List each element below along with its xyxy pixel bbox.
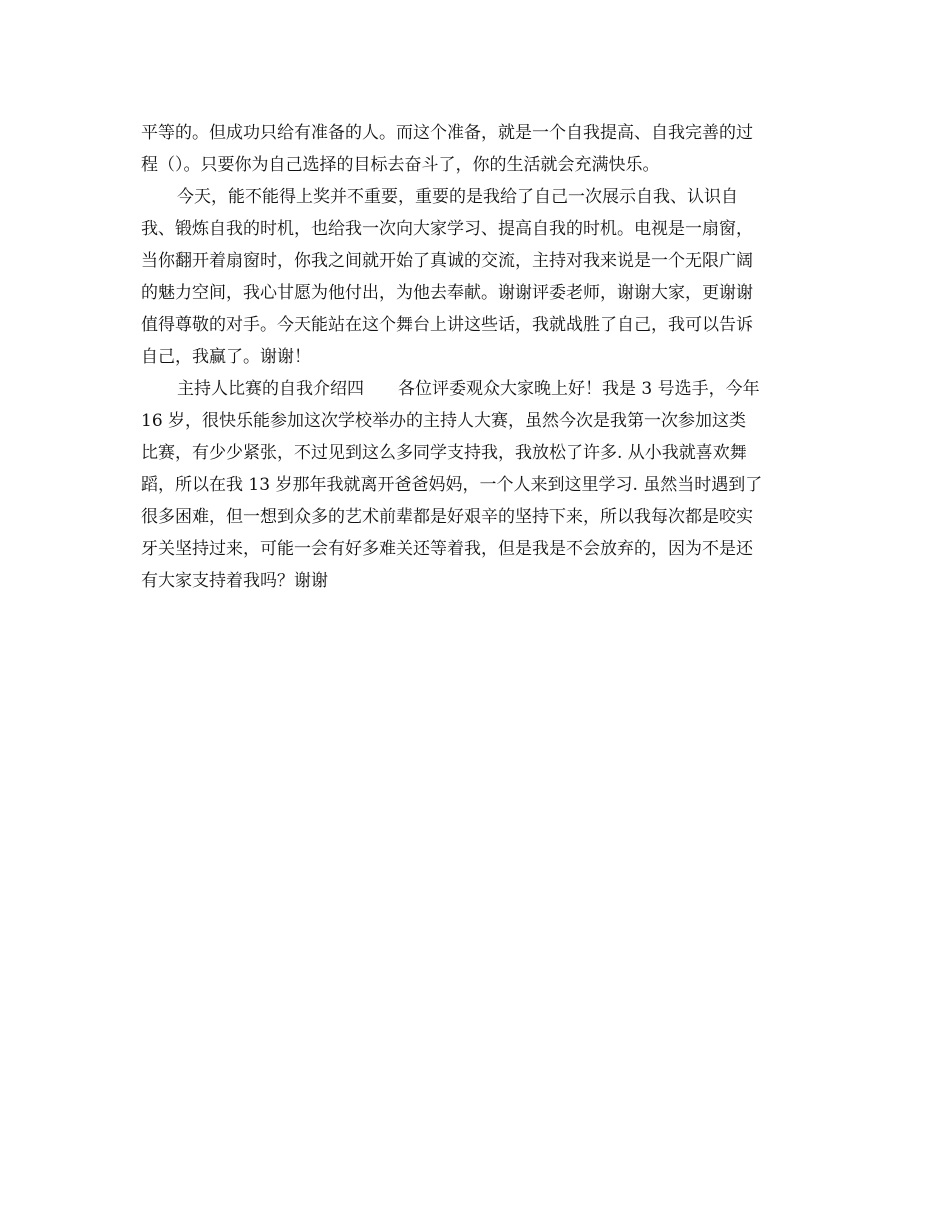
- paragraph-3-line-5: 很多困难，但一想到众多的艺术前辈都是好艰辛的坚持下来，所以我每次都是咬实: [141, 507, 753, 527]
- paragraph-2-line-6: 自己，我赢了。谢谢！: [141, 347, 311, 367]
- paragraph-3-line-2: 16 岁，很快乐能参加这次学校举办的主持人大赛，虽然今次是我第一次参加这类: [141, 411, 747, 431]
- document-body: [141, 117, 821, 597]
- paragraph-2-line-5: 值得尊敬的对手。今天能站在这个舞台上讲这些话，我就战胜了自己，我可以告诉: [141, 315, 753, 335]
- paragraph-3-line-4: 蹈，所以在我 13 岁那年我就离开爸爸妈妈，一个人来到这里学习. 虽然当时遇到了: [141, 475, 763, 495]
- paragraph-2-line-4: 的魅力空间，我心甘愿为他付出，为他去奉献。谢谢评委老师，谢谢大家，更谢谢: [141, 283, 753, 303]
- paragraph-2-line-1: 今天，能不能得上奖并不重要，重要的是我给了自己一次展示自我、认识自: [177, 187, 738, 207]
- paragraph-2-line-2: 我、锻炼自我的时机，也给我一次向大家学习、提高自我的时机。电视是一扇窗，: [141, 219, 753, 239]
- paragraph-1-line-2: 程（）。只要你为自己选择的目标去奋斗了，你的生活就会充满快乐。: [141, 155, 660, 175]
- paragraph-3-line-7: 有大家支持着我吗？谢谢: [141, 571, 328, 591]
- paragraph-3-line-3: 比赛，有少少紧张，不过见到这么多同学支持我，我放松了许多. 从小我就喜欢舞: [141, 443, 747, 463]
- paragraph-3-line-6: 牙关坚持过来，可能一会有好多难关还等着我，但是我是不会放弃的，因为不是还: [141, 539, 753, 559]
- paragraph-3-line-1: 主持人比赛的自我介绍四 各位评委观众大家晚上好！我是 3 号选手，今年: [177, 379, 760, 399]
- paragraph-2-line-3: 当你翻开着扇窗时，你我之间就开始了真诚的交流，主持对我来说是一个无限广阔: [141, 251, 753, 271]
- paragraph-1-line-1: 平等的。但成功只给有准备的人。而这个准备，就是一个自我提高、自我完善的过: [141, 123, 753, 143]
